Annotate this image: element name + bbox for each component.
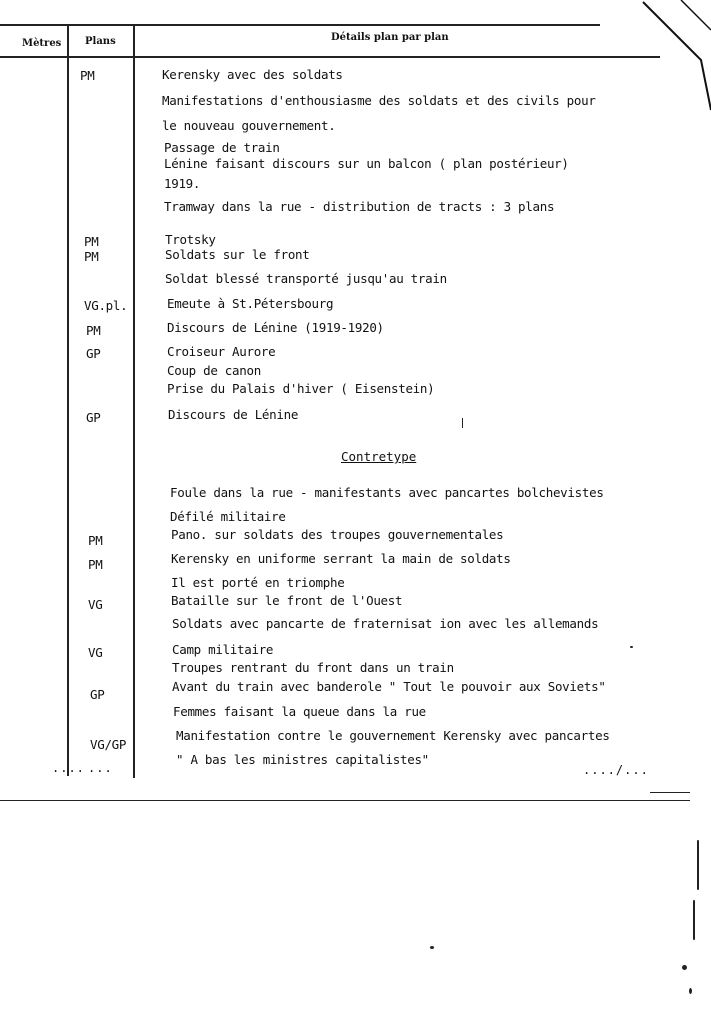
- column-divider-plans: [133, 26, 135, 778]
- shot-detail: Coup de canon: [167, 363, 261, 378]
- header-metres: Mètres: [22, 38, 62, 49]
- table-bottom-rule: [0, 800, 690, 801]
- plan-code: VG.pl.: [84, 298, 128, 313]
- plan-code: VG: [88, 645, 103, 660]
- metres-continuation-dots: ....: [52, 761, 85, 775]
- shot-detail: Emeute à St.Pétersbourg: [167, 296, 334, 311]
- shot-detail: Troupes rentrant du front dans un train: [172, 660, 454, 675]
- plan-code: PM: [84, 249, 99, 264]
- plan-code: PM: [84, 234, 99, 249]
- plan-code: GP: [86, 346, 101, 361]
- shot-detail: Manifestation contre le gouvernement Kerensky avec pancartes: [176, 728, 610, 743]
- header-plans: Plans: [85, 36, 116, 47]
- scan-speck: [430, 946, 434, 949]
- shot-detail: Croiseur Aurore: [167, 344, 276, 359]
- shot-detail: Bataille sur le front de l'Ouest: [171, 593, 403, 608]
- scan-speck: [630, 646, 633, 648]
- page-continuation-marker: ..../...: [583, 763, 649, 777]
- page-corner-fold: [641, 0, 711, 120]
- plan-code: PM: [88, 533, 103, 548]
- shot-detail: Soldat blessé transporté jusqu'au train: [165, 271, 447, 286]
- plan-code: PM: [88, 557, 103, 572]
- scan-speck: [682, 965, 687, 970]
- shot-detail: Pano. sur soldats des troupes gouvernementales: [171, 527, 504, 542]
- shot-detail: Discours de Lénine (1919-1920): [167, 320, 384, 335]
- shot-detail: Manifestations d'enthousiasme des soldats et des civils pour: [162, 93, 596, 108]
- shot-detail: Trotsky: [165, 232, 216, 247]
- scan-speck: [697, 840, 699, 890]
- plan-code: VG/GP: [90, 737, 127, 752]
- shot-detail: Prise du Palais d'hiver ( Eisenstein): [167, 381, 435, 396]
- scan-speck: [462, 418, 463, 428]
- table-top-rule: [0, 24, 600, 26]
- plans-continuation-dots: ...: [88, 761, 113, 775]
- shot-detail: Foule dans la rue - manifestants avec pancartes bolchevistes: [170, 485, 604, 500]
- shot-detail: le nouveau gouvernement.: [162, 118, 336, 133]
- shot-detail: Lénine faisant discours sur un balcon ( plan postérieur): [164, 156, 569, 171]
- shot-detail: Il est porté en triomphe: [171, 575, 345, 590]
- shot-detail: Kerensky avec des soldats: [162, 67, 343, 82]
- header-details: Détails plan par plan: [331, 32, 449, 43]
- shot-detail: Femmes faisant la queue dans la rue: [173, 704, 426, 719]
- plan-code: PM: [80, 68, 95, 83]
- shot-detail: Avant du train avec banderole " Tout le pouvoir aux Soviets": [172, 679, 606, 694]
- table-bottom-rule-2: [650, 792, 690, 793]
- plan-code: GP: [86, 410, 101, 425]
- plan-code: PM: [86, 323, 101, 338]
- table-header-rule: [0, 56, 660, 58]
- shot-detail: Discours de Lénine: [168, 407, 299, 422]
- shot-detail: Camp militaire: [172, 642, 274, 657]
- shot-detail: Soldats sur le front: [165, 247, 310, 262]
- shot-detail: 1919.: [164, 176, 201, 191]
- shot-detail: Tramway dans la rue - distribution de tracts : 3 plans: [164, 199, 555, 214]
- shot-detail: " A bas les ministres capitalistes": [176, 752, 429, 767]
- shot-detail: Soldats avec pancarte de fraternisat ion avec les allemands: [172, 616, 599, 631]
- scan-speck: [689, 988, 692, 994]
- shot-detail: Passage de train: [164, 140, 280, 155]
- section-title-contretype: Contretype: [341, 449, 417, 464]
- shot-detail: Kerensky en uniforme serrant la main de soldats: [171, 551, 511, 566]
- shot-detail: Défilé militaire: [170, 509, 286, 524]
- plan-code: VG: [88, 597, 103, 612]
- plan-code: GP: [90, 687, 105, 702]
- column-divider-metres: [67, 26, 69, 776]
- scan-speck: [693, 900, 695, 940]
